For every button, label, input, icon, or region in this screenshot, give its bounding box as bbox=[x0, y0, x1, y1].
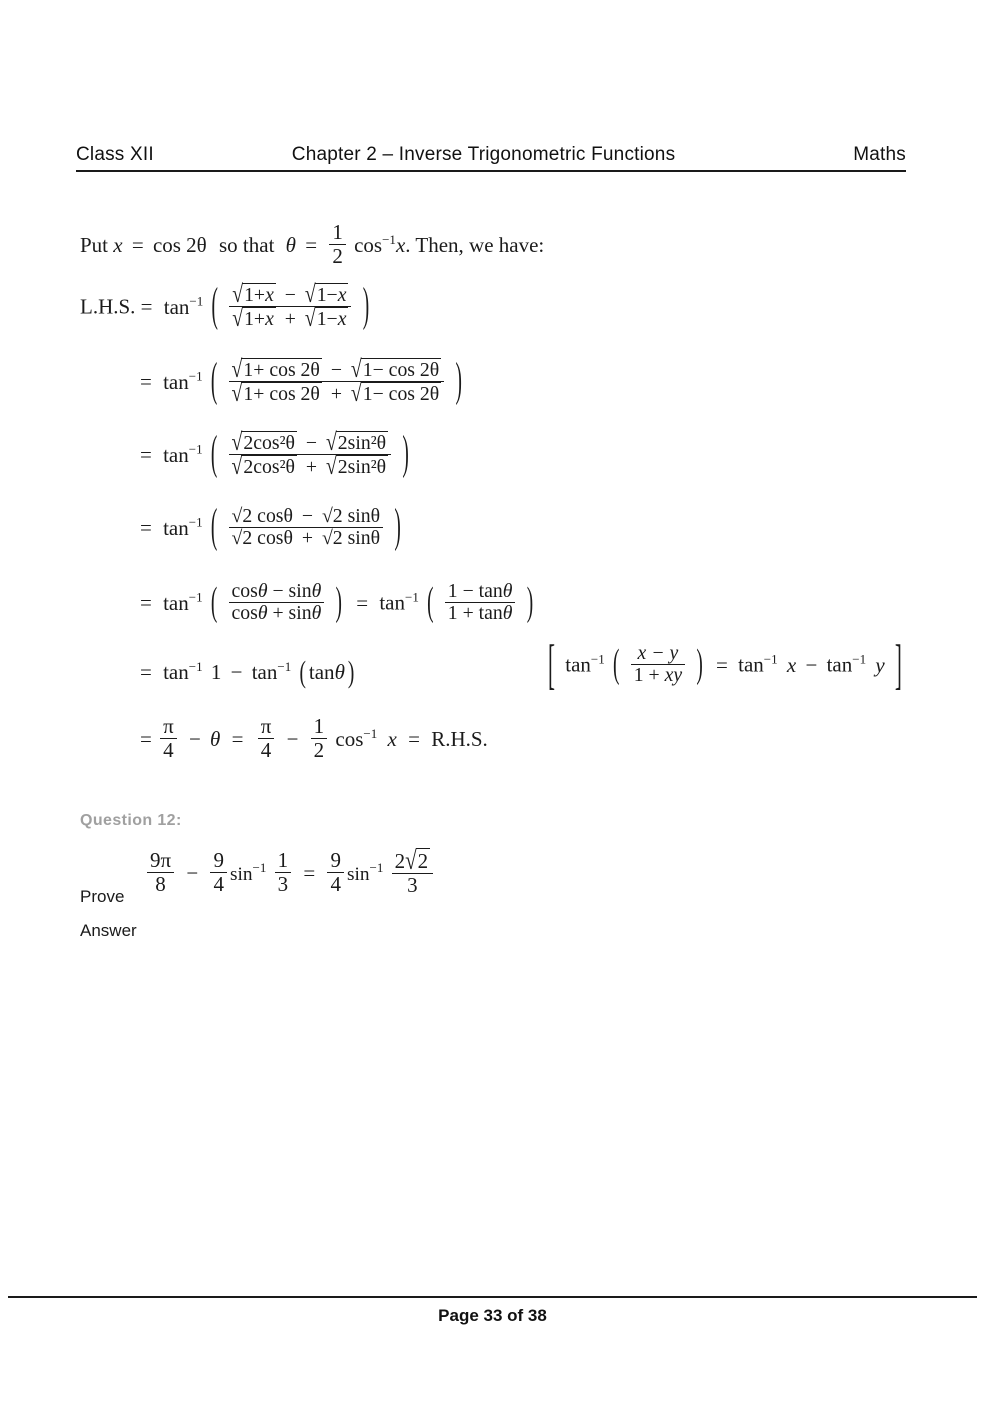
step-5-paren-close-b: ) bbox=[526, 581, 534, 626]
step-7-equals-b: = bbox=[408, 726, 420, 751]
radical-sign-icon: √ bbox=[304, 280, 316, 308]
step-2-den-plus: + bbox=[330, 382, 342, 405]
step-7-four-b: 4 bbox=[258, 738, 275, 762]
step-3-paren-open: ( bbox=[210, 429, 218, 481]
step-4-label: = bbox=[140, 515, 152, 540]
step-4-num-minus: − bbox=[301, 504, 314, 527]
intro-text-after: . Then, we have: bbox=[405, 232, 545, 257]
step-3-label: = bbox=[140, 442, 152, 467]
step-7-four-a: 4 bbox=[160, 738, 177, 762]
step-2-paren-open: ( bbox=[210, 356, 218, 408]
radical-sign-icon: √ bbox=[325, 452, 337, 481]
step-4-paren-open: ( bbox=[210, 502, 218, 554]
step-5-fraction-a bbox=[229, 581, 325, 625]
step-6-operand-one: 1 bbox=[210, 660, 222, 684]
side-note-y: y bbox=[875, 652, 885, 677]
step-4-num-right: √2 sinθ bbox=[321, 504, 381, 527]
step-1-fn: tan bbox=[163, 294, 190, 319]
q-term2-arg-numerator: 1 bbox=[277, 848, 289, 873]
radical-sign-icon: √ bbox=[325, 428, 337, 456]
step-4-den-plus: + bbox=[301, 526, 314, 549]
step-1-fraction bbox=[229, 280, 351, 333]
intro-half-numerator: 1 bbox=[332, 220, 343, 245]
header-chapter-title: Chapter 2 – Inverse Trigonometric Functions bbox=[291, 144, 676, 165]
step-4-num-left: √2 cosθ bbox=[231, 504, 293, 527]
intro-so-that: so that bbox=[219, 232, 275, 257]
step-6-paren-open: ( bbox=[299, 656, 306, 690]
side-note-sup: −1 bbox=[590, 651, 605, 667]
side-note-sup-4: −1 bbox=[852, 651, 867, 667]
step-6-sup: −1 bbox=[188, 659, 203, 674]
radical-sign-icon: √ bbox=[231, 379, 243, 408]
step-2-num-minus: − bbox=[330, 358, 342, 381]
q-term2-fn: sin bbox=[229, 863, 253, 885]
step-2-denominator bbox=[229, 379, 445, 408]
step-6-label: = bbox=[140, 660, 152, 684]
step-5-equals: = bbox=[356, 590, 369, 615]
radical-sign-icon: √ bbox=[232, 280, 244, 308]
side-note-fn: tan bbox=[565, 652, 591, 677]
prove-word: Prove bbox=[80, 887, 125, 906]
question-formula bbox=[144, 845, 436, 899]
intro-variable: x bbox=[113, 232, 123, 257]
step-5-fraction-b bbox=[445, 581, 516, 625]
step-1-denominator bbox=[229, 304, 351, 333]
radical-2c bbox=[231, 379, 322, 408]
step-1-den-plus: + bbox=[284, 307, 296, 330]
step-7-rhs-label: R.H.S. bbox=[431, 726, 488, 751]
step-5a-numerator: cosθ − sinθ bbox=[231, 579, 322, 602]
q-term3-arg-denominator: 3 bbox=[392, 873, 434, 897]
step-4-denominator bbox=[229, 527, 384, 549]
step-2-fn: tan bbox=[163, 369, 189, 394]
page-header bbox=[76, 144, 906, 172]
step-6-sup-2: −1 bbox=[277, 659, 292, 674]
solution-step-6 bbox=[140, 656, 357, 690]
q-term2-sup: −1 bbox=[252, 859, 267, 875]
radical-sign-icon: √ bbox=[231, 355, 243, 383]
step-1-paren-open: ( bbox=[211, 281, 218, 333]
step-5-fn: tan bbox=[163, 590, 189, 615]
step-5-paren-open-a: ( bbox=[210, 581, 218, 626]
q-term3-fraction bbox=[327, 849, 344, 895]
step-7-pi-b: π bbox=[260, 714, 272, 739]
step-7-sup: −1 bbox=[363, 725, 378, 741]
q-term2-arg-denominator: 3 bbox=[275, 872, 292, 896]
radical-3b bbox=[325, 428, 388, 456]
radical-2d bbox=[350, 379, 441, 408]
step-4-den-right: √2 sinθ bbox=[321, 526, 381, 549]
step-7-pi-a: π bbox=[163, 714, 174, 739]
radical-3d-body: 2sin²θ bbox=[337, 455, 387, 478]
step-3-den-plus: + bbox=[305, 455, 318, 478]
step-7-one: 1 bbox=[313, 714, 325, 739]
q-term1-numerator: 9π bbox=[150, 848, 172, 873]
intro-text-before: Put bbox=[80, 232, 109, 257]
side-note-denominator: 1 + xy bbox=[631, 664, 685, 686]
radical-sign-icon: √ bbox=[350, 379, 362, 408]
radical-3a bbox=[231, 428, 297, 456]
radical-3b-body: 2sin²θ bbox=[337, 431, 387, 454]
header-subject-label: Maths bbox=[853, 144, 906, 165]
solution-step-7 bbox=[140, 714, 488, 764]
side-note-bracket-open: [ bbox=[548, 632, 555, 696]
step-4-den-left: √2 cosθ bbox=[231, 526, 293, 549]
radical-1d bbox=[304, 304, 349, 333]
step-2-paren-close: ) bbox=[455, 356, 462, 408]
step-7-minus-a: − bbox=[188, 726, 201, 751]
step-5-sup: −1 bbox=[188, 589, 203, 605]
radical-sign-icon: √ bbox=[231, 452, 243, 481]
step-7-pi-over-4-a bbox=[160, 715, 177, 761]
q-term3-denominator: 4 bbox=[327, 872, 344, 896]
answer-word: Answer bbox=[80, 921, 137, 940]
step-2-numerator bbox=[229, 355, 445, 383]
step-5-paren-open-b: ( bbox=[427, 581, 434, 626]
step-4-sup: −1 bbox=[188, 514, 203, 530]
intro-equals-2: = bbox=[305, 232, 318, 257]
step-6-fn-2: tan bbox=[251, 660, 278, 684]
footer-divider bbox=[8, 1296, 977, 1298]
q-term3-arg-fraction bbox=[392, 845, 434, 898]
intro-theta: θ bbox=[285, 232, 296, 257]
radical-3c bbox=[231, 452, 297, 481]
step-5-sup-2: −1 bbox=[404, 589, 419, 605]
step-7-fn: cos bbox=[335, 726, 364, 751]
step-7-theta: θ bbox=[210, 726, 221, 751]
step-5b-numerator: 1 − tanθ bbox=[447, 579, 513, 602]
side-note-sup-3: −1 bbox=[763, 651, 778, 667]
radical-sign-icon: √ bbox=[232, 304, 244, 333]
step-6-paren-close: ) bbox=[347, 656, 355, 690]
step-7-x: x bbox=[387, 726, 397, 751]
step-2-label: = bbox=[140, 369, 152, 394]
solution-step-2 bbox=[140, 355, 465, 408]
q-term3-numerator: 9 bbox=[330, 848, 341, 873]
intro-half-fraction bbox=[329, 221, 346, 267]
q-term1-fraction bbox=[147, 849, 174, 895]
step-1-paren-close: ) bbox=[362, 281, 370, 333]
side-note-fraction bbox=[631, 643, 685, 687]
step-5b-denominator: 1 + tanθ bbox=[445, 602, 516, 624]
step-4-fn: tan bbox=[163, 515, 189, 540]
radical-q-body: 2 bbox=[417, 849, 429, 874]
step-7-pi-over-4-b bbox=[258, 715, 275, 761]
intro-half-denominator: 2 bbox=[329, 244, 346, 268]
step-5-paren-close-a: ) bbox=[335, 581, 342, 626]
step-4-paren-close: ) bbox=[394, 502, 401, 554]
step-1-num-minus: − bbox=[284, 283, 296, 306]
radical-2a bbox=[231, 355, 322, 383]
radical-2b-body: 1− cos 2θ bbox=[362, 358, 440, 381]
step-7-minus-b: − bbox=[286, 726, 299, 751]
step-6-minus: − bbox=[230, 660, 243, 684]
step-7-one-half bbox=[311, 715, 328, 761]
intro-cos-arg: x bbox=[395, 232, 406, 257]
step-1-label: L.H.S. = bbox=[80, 294, 153, 319]
radical-1a-body: 1+x bbox=[244, 283, 274, 306]
radical-1c bbox=[232, 304, 276, 333]
radical-2b bbox=[350, 355, 441, 383]
step-6-tan-theta: tanθ bbox=[308, 660, 345, 684]
q-term2-arg-fraction bbox=[275, 849, 292, 895]
radical-1b bbox=[304, 280, 349, 308]
side-note-paren-open: ( bbox=[613, 643, 620, 688]
step-2-fraction bbox=[229, 355, 445, 408]
step-5a-denominator: cosθ + sinθ bbox=[229, 602, 325, 624]
radical-1a bbox=[232, 280, 276, 308]
step-1-numerator bbox=[229, 280, 351, 308]
side-note-bracket-close: ] bbox=[894, 632, 902, 696]
radical-3a-body: 2cos²θ bbox=[243, 431, 295, 454]
q-term1-denominator: 8 bbox=[147, 872, 174, 896]
step-2-sup: −1 bbox=[188, 368, 203, 384]
radical-sign-icon: √ bbox=[304, 304, 316, 333]
step-5-label: = bbox=[140, 590, 152, 615]
question-label: Question 12: bbox=[80, 812, 182, 829]
step-1-sup: −1 bbox=[189, 293, 204, 309]
solution-step-4 bbox=[140, 502, 404, 554]
header-class-label: Class XII bbox=[76, 144, 154, 165]
step-4-numerator bbox=[229, 506, 384, 527]
step-7-equals-a: = bbox=[231, 726, 244, 751]
footer-page-number: Page 33 of 38 bbox=[438, 1306, 547, 1325]
q-term2-fraction bbox=[210, 849, 227, 895]
radical-3c-body: 2cos²θ bbox=[243, 455, 295, 478]
intro-cos-label: cos bbox=[354, 232, 383, 257]
radical-1c-body: 1+x bbox=[244, 307, 274, 330]
radical-1d-body: 1−x bbox=[316, 307, 347, 330]
radical-sign-icon: √ bbox=[350, 355, 362, 383]
radical-2d-body: 1− cos 2θ bbox=[362, 382, 440, 405]
step-3-num-minus: − bbox=[305, 431, 318, 454]
intro-cos-inverse-sup: −1 bbox=[382, 231, 396, 247]
side-note-minus: − bbox=[805, 652, 818, 677]
radical-2c-body: 1+ cos 2θ bbox=[243, 382, 320, 405]
q-minus: − bbox=[186, 860, 199, 885]
step-5-fn-2: tan bbox=[379, 590, 405, 615]
step-3-numerator bbox=[229, 428, 392, 456]
side-note-fn-2: tan bbox=[738, 652, 764, 677]
solution-step-5 bbox=[140, 579, 536, 627]
solution-intro-line bbox=[80, 220, 545, 270]
q-equals: = bbox=[303, 860, 316, 885]
intro-equals: = bbox=[131, 232, 144, 257]
step-3-paren-close: ) bbox=[402, 429, 409, 481]
step-3-fraction bbox=[229, 428, 392, 481]
step-7-label: = bbox=[140, 726, 152, 751]
solution-step-1 bbox=[80, 280, 372, 333]
step-3-fn: tan bbox=[163, 442, 189, 467]
radical-2a-body: 1+ cos 2θ bbox=[243, 358, 320, 381]
radical-1b-body: 1−x bbox=[316, 283, 347, 306]
step-3-denominator bbox=[229, 452, 392, 481]
q-term3-fn: sin bbox=[346, 863, 370, 885]
q-term2-denominator: 4 bbox=[210, 872, 227, 896]
q-term2-numerator: 9 bbox=[213, 848, 224, 873]
q-term3-arg-numerator: 2√2 bbox=[394, 845, 429, 876]
side-note-x: x bbox=[786, 652, 797, 677]
intro-substitution: cos 2θ bbox=[152, 232, 207, 257]
solution-step-3 bbox=[140, 428, 412, 481]
side-note-paren-close: ) bbox=[696, 643, 703, 688]
radical-3d bbox=[325, 452, 388, 481]
step-7-two: 2 bbox=[311, 738, 328, 762]
side-note-equals: = bbox=[716, 652, 728, 677]
identity-side-note bbox=[543, 632, 907, 696]
step-6-fn: tan bbox=[163, 660, 189, 684]
q-term3-sup: −1 bbox=[369, 859, 384, 875]
side-note-numerator: x − y bbox=[637, 641, 679, 664]
radical-q bbox=[405, 845, 430, 876]
step-3-sup: −1 bbox=[188, 441, 203, 457]
step-4-fraction bbox=[229, 506, 384, 550]
side-note-fn-3: tan bbox=[826, 652, 853, 677]
radical-sign-icon: √ bbox=[231, 428, 243, 456]
radical-sign-icon: √ bbox=[405, 845, 417, 876]
